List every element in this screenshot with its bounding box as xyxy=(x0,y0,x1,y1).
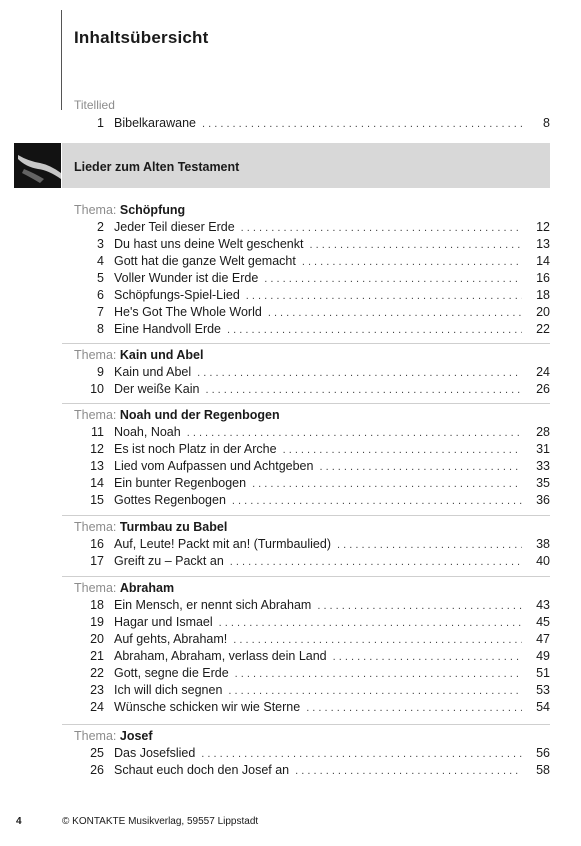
toc-entry[interactable] xyxy=(74,682,550,699)
theme-divider xyxy=(62,343,550,344)
entry-title: Gott hat die ganze Welt gemacht xyxy=(114,254,296,268)
entry-number: 2 xyxy=(97,220,104,234)
theme-name: Kain und Abel xyxy=(119,348,204,362)
entry-number: 3 xyxy=(97,237,104,251)
entry-page: 58 xyxy=(536,763,550,777)
entry-number: 9 xyxy=(97,365,104,379)
entry-number: 24 xyxy=(90,700,104,714)
dot-leader xyxy=(302,254,522,271)
entry-title: Voller Wunder ist die Erde xyxy=(114,271,259,285)
toc-entry[interactable] xyxy=(74,321,550,338)
entry-title: Auf gehts, Abraham! xyxy=(114,632,228,646)
toc-entry[interactable] xyxy=(74,458,550,475)
theme-block xyxy=(74,580,550,716)
theme-divider xyxy=(62,403,550,404)
entry-page: 13 xyxy=(536,237,550,251)
dot-leader xyxy=(295,763,522,780)
entry-number: 8 xyxy=(97,322,104,336)
entry-title: Eine Handvoll Erde xyxy=(114,322,222,336)
theme-prefix: Thema: xyxy=(74,729,117,743)
dot-leader xyxy=(283,442,522,459)
dot-leader xyxy=(202,116,522,133)
toc-entry[interactable] xyxy=(74,381,550,398)
toc-entry[interactable] xyxy=(74,699,550,716)
dot-leader xyxy=(233,632,522,649)
dot-leader xyxy=(306,700,522,717)
entry-number: 1 xyxy=(97,116,104,130)
entry-number: 13 xyxy=(90,459,104,473)
dot-leader xyxy=(227,322,522,339)
entry-page: 56 xyxy=(536,746,550,760)
toc-entry[interactable] xyxy=(74,631,550,648)
entry-number: 23 xyxy=(90,683,104,697)
entry-title: Das Josefslied xyxy=(114,746,196,760)
entry-number: 6 xyxy=(97,288,104,302)
dot-leader xyxy=(241,220,522,237)
entry-page: 24 xyxy=(536,365,550,379)
entry-page: 8 xyxy=(543,116,550,130)
entry-page: 49 xyxy=(536,649,550,663)
entry-page: 54 xyxy=(536,700,550,714)
entry-page: 53 xyxy=(536,683,550,697)
entry-title: Der weiße Kain xyxy=(114,382,200,396)
entry-number: 12 xyxy=(90,442,104,456)
toc-entry[interactable] xyxy=(74,441,550,458)
section-photo-thumbnail xyxy=(14,143,61,188)
entry-number: 16 xyxy=(90,537,104,551)
entry-title: Auf, Leute! Packt mit an! (Turmbaulied) xyxy=(114,537,331,551)
entry-number: 19 xyxy=(90,615,104,629)
entry-title: Schöpfungs-Spiel-Lied xyxy=(114,288,240,302)
theme-heading xyxy=(74,407,550,424)
page-number: 4 xyxy=(16,816,22,827)
entry-title: Abraham, Abraham, verlass dein Land xyxy=(114,649,327,663)
dot-leader xyxy=(228,683,522,700)
entry-page: 18 xyxy=(536,288,550,302)
entry-page: 16 xyxy=(536,271,550,285)
dot-leader xyxy=(252,476,522,493)
entry-title: Greift zu – Packt an xyxy=(114,554,224,568)
entry-title: Gott, segne die Erde xyxy=(114,666,229,680)
toc-entry[interactable] xyxy=(74,553,550,570)
theme-prefix: Thema: xyxy=(74,520,117,534)
entry-page: 35 xyxy=(536,476,550,490)
dot-leader xyxy=(197,365,522,382)
toc-entry[interactable] xyxy=(74,475,550,492)
entry-page: 14 xyxy=(536,254,550,268)
margin-rule xyxy=(61,10,62,110)
dot-leader xyxy=(205,382,522,399)
dot-leader xyxy=(187,425,522,442)
entry-page: 38 xyxy=(536,537,550,551)
entry-page: 47 xyxy=(536,632,550,646)
entry-title: Jeder Teil dieser Erde xyxy=(114,220,235,234)
theme-heading xyxy=(74,202,550,219)
theme-prefix: Thema: xyxy=(74,348,117,362)
theme-block xyxy=(74,347,550,398)
entry-page: 33 xyxy=(536,459,550,473)
dot-leader xyxy=(230,554,522,571)
entry-number: 4 xyxy=(97,254,104,268)
theme-heading xyxy=(74,580,550,597)
entry-title: Ich will dich segnen xyxy=(114,683,223,697)
entry-page: 51 xyxy=(536,666,550,680)
dot-leader xyxy=(232,493,522,510)
page-title: Inhaltsübersicht xyxy=(74,28,209,47)
entry-title: Ein Mensch, er nennt sich Abraham xyxy=(114,598,312,612)
toc-entry[interactable] xyxy=(74,648,550,665)
dot-leader xyxy=(219,615,522,632)
theme-heading xyxy=(74,728,550,745)
theme-heading xyxy=(74,347,550,364)
entry-number: 5 xyxy=(97,271,104,285)
toc-entry[interactable] xyxy=(74,219,550,236)
entry-page: 26 xyxy=(536,382,550,396)
entry-number: 21 xyxy=(90,649,104,663)
toc-entry[interactable] xyxy=(74,270,550,287)
publisher-credit: © KONTAKTE Musikverlag, 59557 Lippstadt xyxy=(62,816,259,827)
toc-entry[interactable] xyxy=(74,236,550,253)
entry-title: Wünsche schicken wir wie Sterne xyxy=(114,700,301,714)
toc-entry[interactable] xyxy=(74,424,550,441)
theme-block xyxy=(74,519,550,570)
toc-entry[interactable] xyxy=(74,364,550,381)
dot-leader xyxy=(235,666,522,683)
theme-name: Abraham xyxy=(119,581,175,595)
dot-leader xyxy=(264,271,522,288)
entry-title: Ein bunter Regenbogen xyxy=(114,476,247,490)
entry-page: 45 xyxy=(536,615,550,629)
entry-title: Lied vom Aufpassen und Achtgeben xyxy=(114,459,314,473)
theme-block xyxy=(74,728,550,779)
toc-entry[interactable] xyxy=(74,536,550,553)
entry-title: Bibelkarawane xyxy=(114,116,196,130)
entry-number: 11 xyxy=(91,425,104,439)
titellied-block xyxy=(74,115,550,132)
dot-leader xyxy=(319,459,522,476)
theme-prefix: Thema: xyxy=(74,203,117,217)
entry-number: 18 xyxy=(90,598,104,612)
entry-number: 10 xyxy=(90,382,104,396)
entry-title: Es ist noch Platz in der Arche xyxy=(114,442,277,456)
entry-title: Hagar und Ismael xyxy=(114,615,213,629)
entry-page: 40 xyxy=(536,554,550,568)
entry-number: 15 xyxy=(90,493,104,507)
theme-block xyxy=(74,407,550,509)
toc-entry[interactable] xyxy=(74,614,550,631)
theme-divider xyxy=(62,576,550,577)
entry-page: 31 xyxy=(536,442,550,456)
entry-title: He's Got The Whole World xyxy=(114,305,262,319)
dot-leader xyxy=(246,288,522,305)
entry-number: 7 xyxy=(97,305,104,319)
entry-page: 36 xyxy=(536,493,550,507)
entry-page: 43 xyxy=(536,598,550,612)
entry-number: 25 xyxy=(90,746,104,760)
entry-number: 14 xyxy=(90,476,104,490)
toc-entry[interactable] xyxy=(74,597,550,614)
titellied-label: Titellied xyxy=(74,98,115,112)
theme-name: Turmbau zu Babel xyxy=(119,520,228,534)
theme-prefix: Thema: xyxy=(74,581,117,595)
toc-entry[interactable] xyxy=(74,115,550,132)
toc-entry[interactable] xyxy=(74,762,550,779)
toc-entry[interactable] xyxy=(74,253,550,270)
theme-name: Josef xyxy=(119,729,153,743)
dot-leader xyxy=(317,598,522,615)
dot-leader xyxy=(333,649,522,666)
entry-title: Gottes Regenbogen xyxy=(114,493,226,507)
entry-number: 22 xyxy=(90,666,104,680)
toc-entry[interactable] xyxy=(74,665,550,682)
toc-entry[interactable] xyxy=(74,492,550,509)
theme-divider xyxy=(62,515,550,516)
dot-leader xyxy=(337,537,522,554)
toc-entry[interactable] xyxy=(74,287,550,304)
toc-entry[interactable] xyxy=(74,304,550,321)
theme-block xyxy=(74,202,550,338)
entry-title: Du hast uns deine Welt geschenkt xyxy=(114,237,304,251)
entry-page: 22 xyxy=(536,322,550,336)
dot-leader xyxy=(201,746,522,763)
section-title: Lieder zum Alten Testament xyxy=(74,160,240,174)
entry-title: Schaut euch doch den Josef an xyxy=(114,763,290,777)
entry-page: 12 xyxy=(536,220,550,234)
dot-leader xyxy=(268,305,522,322)
entry-number: 26 xyxy=(90,763,104,777)
entry-page: 20 xyxy=(536,305,550,319)
theme-heading xyxy=(74,519,550,536)
entry-page: 28 xyxy=(536,425,550,439)
toc-entry[interactable] xyxy=(74,745,550,762)
theme-name: Noah und der Regenbogen xyxy=(119,408,280,422)
dot-leader xyxy=(309,237,522,254)
entry-title: Noah, Noah xyxy=(114,425,181,439)
theme-divider xyxy=(62,724,550,725)
entry-number: 20 xyxy=(90,632,104,646)
theme-prefix: Thema: xyxy=(74,408,117,422)
entry-number: 17 xyxy=(90,554,104,568)
entry-title: Kain und Abel xyxy=(114,365,192,379)
theme-name: Schöpfung xyxy=(119,203,186,217)
